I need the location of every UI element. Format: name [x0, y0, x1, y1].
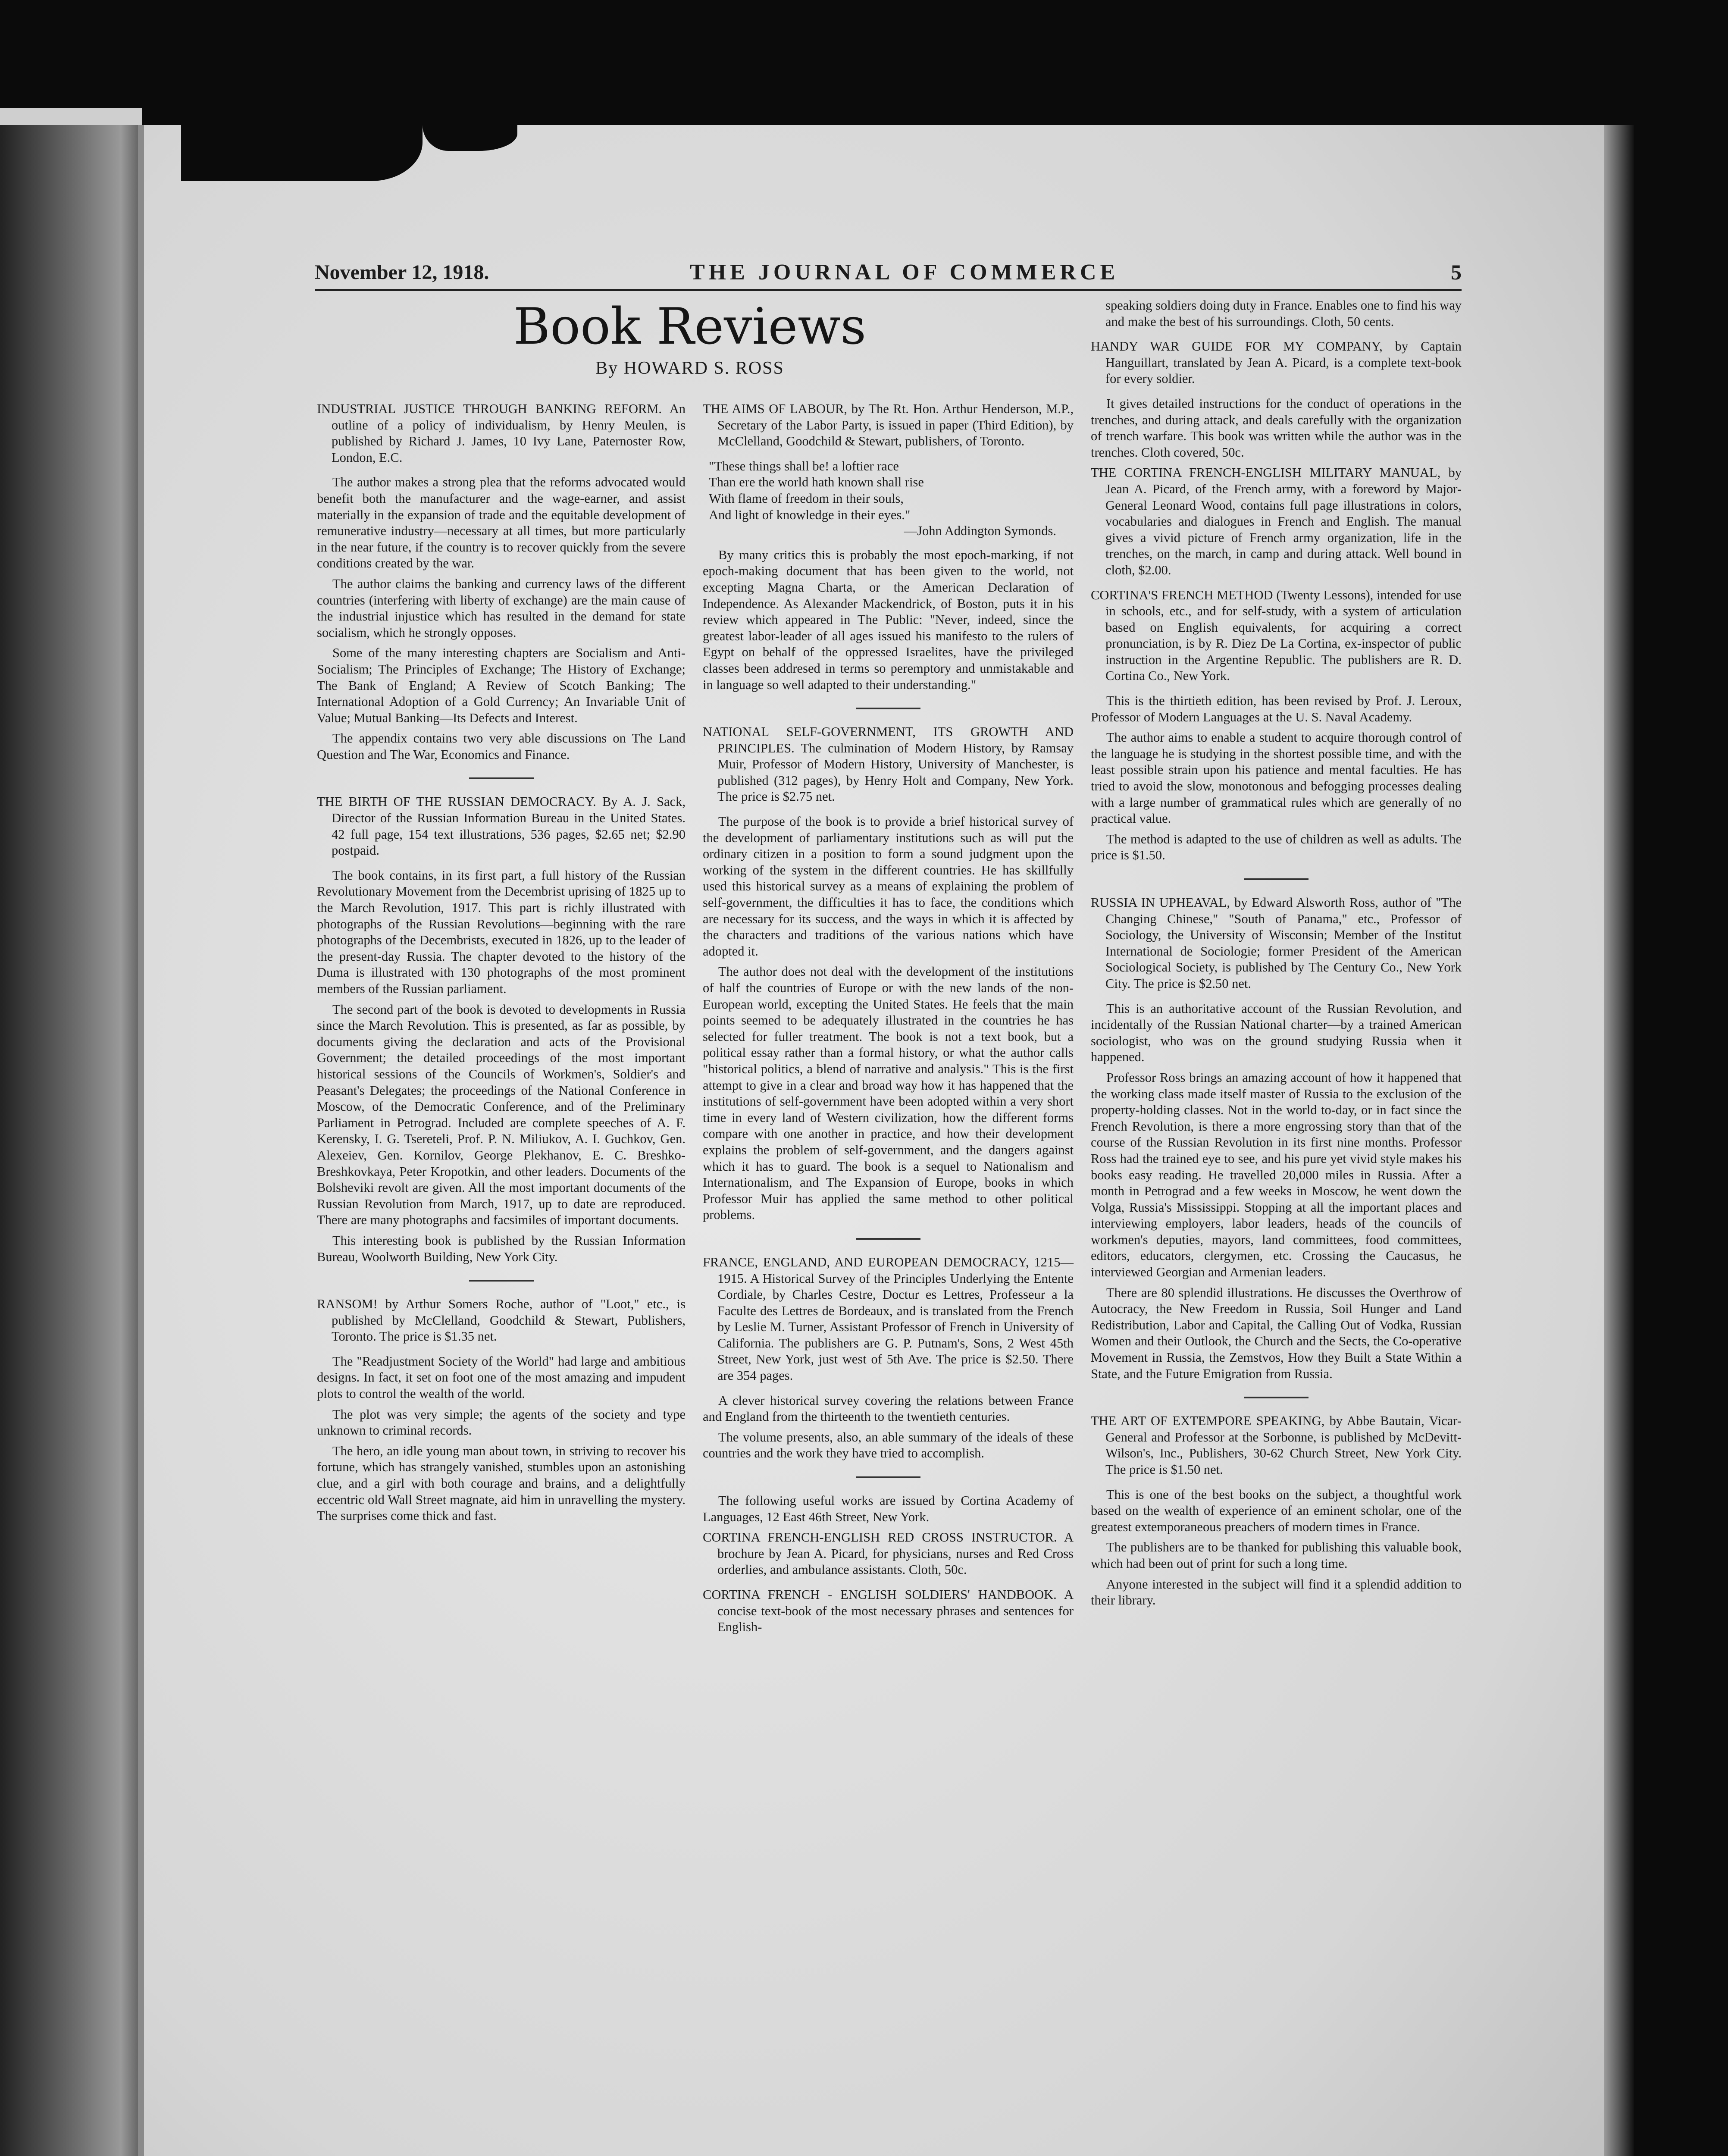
- review-heading: HANDY WAR GUIDE FOR MY COMPANY, by Captain Hanguillart, translated by Jean A. Picard, is a complete text-book for every soldier.: [1091, 339, 1462, 386]
- review-paragraph: This is an authoritative account of the Russian Revolution, and incidentally of the Russian National charter—by a trained American sociologist, who was on the ground studying Russia when it happened.: [1091, 1001, 1462, 1065]
- review-paragraph: The method is adapted to the use of children as well as adults. The price is $1.50.: [1091, 831, 1462, 863]
- review-continuation: speaking soldiers doing duty in France. Enables one to find his way and make the best of his surroundings. Cloth, 50 cents.: [1105, 298, 1462, 329]
- review-paragraph: The author does not deal with the development of the institutions of half the countries of Europe or with the new lands of the non-European world, excepting the United States. He feels that the main points seemed to be adequately illustrated in the countries he has selected for fuller treatment. The book is not a text book, but a political essay rather than a formal history, or what the author calls "historical politics, a blend of narrative and analysis." This is the first attempt to give in a clear and broad way how it has happened that the institutions of self-government have been adopted within a very short time in every land of Western civilization, how the different forms compare with one another in practice, and how their development explains the problem of self-government, and the dangers against which it has to guard. The book is a sequel to Nationalism and Internationalism, and The Expansion of Europe, books in which Professor Muir has applied the same method to other political problems.: [703, 964, 1074, 1222]
- header-date: November 12, 1918.: [315, 261, 489, 284]
- review-heading: NATIONAL SELF-GOVERNMENT, ITS GROWTH AND PRINCIPLES. The culmination of Modern History, by Ramsay Muir, Professor of Modern History, University of Manchester, is published (312 pages), by Henry Holt and Company, New York. The price is $2.75 net.: [703, 724, 1074, 804]
- article-title: Book Reviews: [513, 298, 867, 356]
- review-heading: THE ART OF EXTEMPORE SPEAKING, by Abbe Bautain, Vicar-General and Professor at the Sorbonne, is published by McDevitt-Wilson's, Inc., Publishers, 30-62 Church Street, New York City. The price is $1.50 net.: [1091, 1413, 1462, 1477]
- review-paragraph: The author aims to enable a student to acquire thorough control of the language he is studying in the shortest possible time, and with the least possible strain upon his patience and mental faculties. He has tried to avoid the slow, monotonous and befogging processes dealing with a large number of grammatical rules which are generally of no practical value.: [1091, 730, 1462, 826]
- review-paragraph: The hero, an idle young man about town, in striving to recover his fortune, which has strangely vanished, stumbles upon an astonishing clue, and a girl with both courage and brains, and a delightfully eccentric old Wall Street magnate, aid him in unravelling the mystery. The surprises come thick and fast.: [317, 1443, 686, 1523]
- section-divider: [469, 1280, 534, 1282]
- review-paragraph: By many critics this is probably the most epoch-marking, if not epoch-making document that has been given to the world, not excepting Magna Charta, or the American Declaration of Independence. As Alexander Mackendrick, of Boston, puts it in his review which appeared in The Public: "Never, indeed, since the greatest labor-leader of all ages issued his manifesto to the rulers of Egypt on behalf of the oppressed Israelites, have the privileged classes been addresed in terms so peremptory and unmistakable and in language so well adapted to their understanding.": [703, 547, 1074, 692]
- review-paragraph: It gives detailed instructions for the conduct of operations in the trenches, and during attack, and deals carefully with the organization of trench warfare. This book was written while the author was in the trenches. Cloth covered, 50c.: [1091, 396, 1462, 460]
- section-divider: [856, 1238, 920, 1240]
- verse-attribution: —John Addington Symonds.: [904, 523, 1056, 539]
- torn-corner: [181, 125, 423, 181]
- review-heading: THE CORTINA FRENCH-ENGLISH MILITARY MANUAL, by Jean A. Picard, of the French army, with a foreword by Major-General Leonard Wood, contains full page illustrations in colors, vocabularies and dialogues in French and English. The manual gives a vivid picture of French army organization, life in the trenches, on the march, in camp and during attack. Well bound in cloth, $2.00.: [1091, 465, 1462, 577]
- review-paragraph: The second part of the book is devoted to developments in Russia since the March Revolution. This is presented, as far as possible, by documents giving the declaration and acts of the Provisional Government; the detailed proceedings of the most important historical sessions of the Councils of Workmen's, Soldier's and Peasant's Delegates; the proceedings of the National Conference in Moscow, of the Democratic Conference, and of the Preliminary Parliament in Petrograd. Included are complete speeches of A. F. Kerensky, I. G. Tsereteli, Prof. P. N. Miliukov, A. I. Guchkov, Gen. Alexeiev, Gen. Kornilov, George Plekhanov, E. C. Breshko-Breshkovkaya, Peter Kropotkin, and other leaders. Documents of the Bolsheviki revolt are given. All the most important documents of the Russian Revolution from March, 1917, up to date are reproduced. There are many photographs and facsimiles of important documents.: [317, 1002, 686, 1228]
- section-divider: [1244, 1397, 1309, 1398]
- review-paragraph: The book contains, in its first part, a full history of the Russian Revolutionary Movement from the Decembrist uprising of 1825 up to the March Revolution, 1917. This part is richly illustrated with photographs of the Russian Revolutions—beginning with the rare photographs of the Decembrists, executed in 1826, up to the leader of the present-day Russia. The chapter devoted to the history of the Duma is illustrated with 130 photographs of the most prominent members of the Russian parliament.: [317, 868, 686, 996]
- column-1: [317, 401, 686, 1529]
- review-paragraph: The plot was very simple; the agents of the society and type unknown to criminal records.: [317, 1407, 686, 1438]
- review-paragraph: The author claims the banking and currency laws of the different countries (interfering with liberty of exchange) are the main cause of the industrial injustice which has resulted in the demand for state socialism, which he strongly opposes.: [317, 576, 686, 640]
- review-heading: THE AIMS OF LABOUR, by The Rt. Hon. Arthur Henderson, M.P., Secretary of the Labor Party, is issued in paper (Third Edition), by McClelland, Goodchild & Stewart, publishers, of Toronto.: [703, 401, 1074, 449]
- scanner-frame-left: [0, 112, 142, 2156]
- review-paragraph: The "Readjustment Society of the World" had large and ambitious designs. In fact, it set on foot one of the most amazing and impudent plots to control the wealth of the world.: [317, 1354, 686, 1401]
- review-paragraph: Professor Ross brings an amazing account of how it happened that the working class made itself master of Russia to the exclusion of the property-holding classes. Not in the world to-day, or in fact since the French Revolution, is there a more engrossing story than that of the course of the Russian Revolution in its first nine months. Professor Ross had the trained eye to see, and his pure yet vivid style makes his books easy reading. He travelled 20,000 miles in Russia. After a month in Petrograd and a few weeks in Moscow, he went down the Volga, Russia's Mississippi. Stopping at all the important places and interviewing employers, labor leaders, heads of the councils of workmen's deputies, mayors, land committees, food committees, editors, educators, clergymen, etc. Crossing the Caucasus, he interviewed Georgian and Armenian leaders.: [1091, 1070, 1462, 1280]
- review-paragraph: The author makes a strong plea that the reforms advocated would benefit both the manufacturer and the wage-earner, and assist materially in the expansion of trade and the equitable development of remunerative industry—necessary at all times, but more particularly in the near future, if the country is to recover quickly from the severe conditions created by the war.: [317, 475, 686, 571]
- section-divider: [469, 777, 534, 779]
- quoted-verse: "These things shall be! a loftier race Than ere the world hath known shall rise With flame of freedom in their souls, And light of knowledge in their eyes.": [709, 458, 924, 522]
- review-paragraph: The volume presents, also, an able summary of the ideals of these countries and the work they have tried to accomplish.: [703, 1429, 1074, 1461]
- review-paragraph: This is one of the best books on the subject, a thoughtful work based on the wealth of experience of an eminent scholar, one of the greatest extemporaneous preachers of modern times in France.: [1091, 1487, 1462, 1534]
- section-divider: [1244, 878, 1309, 880]
- header-title: THE JOURNAL OF COMMERCE: [690, 260, 1119, 285]
- review-paragraph: The appendix contains two very able discussions on The Land Question and The War, Economics and Finance.: [317, 731, 686, 762]
- page-header: [315, 259, 1462, 291]
- page-number: 5: [1451, 260, 1462, 284]
- column-3: [1091, 298, 1462, 1613]
- scanner-frame-strip: [0, 108, 142, 125]
- review-heading: THE BIRTH OF THE RUSSIAN DEMOCRACY. By A. J. Sack, Director of the Russian Information Bureau in the United States. 42 full page, 154 text illustrations, 536 pages, $2.65 net; $2.90 postpaid.: [317, 794, 686, 858]
- review-paragraph: The publishers are to be thanked for publishing this valuable book, which had been out of print for such a long time.: [1091, 1540, 1462, 1571]
- article-byline: By HOWARD S. ROSS: [595, 358, 784, 378]
- review-heading: FRANCE, ENGLAND, AND EUROPEAN DEMOCRACY, 1215—1915. A Historical Survey of the Principles Underlying the Entente Cordiale, by Charles Cestre, Doctur es Lettres, Professeur a la Faculte des Lettres de Bordeaux, and is translated from the French by Leslie M. Turner, Assistant Professor of French in University of California. The publishers are G. P. Putnam's, Sons, 2 West 45th Street, New York, just west of 5th Ave. The price is $2.50. There are 354 pages.: [703, 1254, 1074, 1383]
- section-divider: [856, 708, 920, 709]
- section-divider: [856, 1476, 920, 1478]
- review-heading: CORTINA FRENCH - ENGLISH SOLDIERS' HANDBOOK. A concise text-book of the most necessary phrases and sentences for English-: [703, 1587, 1074, 1635]
- review-heading: CORTINA FRENCH-ENGLISH RED CROSS INSTRUCTOR. A brochure by Jean A. Picard, for physicians, nurses and Red Cross orderlies, and ambulance assistants. Cloth, 50c.: [703, 1530, 1074, 1577]
- review-heading: INDUSTRIAL JUSTICE THROUGH BANKING REFORM. An outline of a policy of individualism, by Henry Meulen, is published by Richard J. James, 10 Ivy Lane, Paternoster Row, London, E.C.: [317, 401, 686, 465]
- review-paragraph: This is the thirtieth edition, has been revised by Prof. J. Leroux, Professor of Modern Languages at the U. S. Naval Academy.: [1091, 693, 1462, 724]
- review-heading: RANSOM! by Arthur Somers Roche, author of "Loot," etc., is published by McClelland, Goodchild & Stewart, Publishers, Toronto. The price is $1.35 net.: [317, 1297, 686, 1344]
- review-heading: RUSSIA IN UPHEAVAL, by Edward Alsworth Ross, author of "The Changing Chinese," "South of Panama," etc., Professor of Sociology, the University of Wisconsin; Member of the Institut International de Sociologie; former President of the American Sociological Society, is published by The Century Co., New York City. The price is $2.50 net.: [1091, 895, 1462, 991]
- page-right-edge: [1604, 125, 1634, 2156]
- review-paragraph: A clever historical survey covering the relations between France and England from the thirteenth to the twentieth centuries.: [703, 1393, 1074, 1424]
- review-heading: CORTINA'S FRENCH METHOD (Twenty Lessons), intended for use in schools, etc., and for self-study, with a system of articulation based on English equivalents, for acquiring a correct pronunciation, is by R. Diez De La Cortina, ex-inspector of public instruction in the Argentine Republic. The publishers are R. D. Cortina Co., New York.: [1091, 587, 1462, 683]
- review-paragraph: The purpose of the book is to provide a brief historical survey of the development of parliamentary institutions such as will put the ordinary citizen in a position to form a sound judgment upon the working of the system in the different countries. He has skillfully used this historical survey as a means of explaining the problem of self-government, the difficulties it has to face, the conditions which are necessary for its success, and the ways in which it is affected by the characters and traditions of the various nations which have adopted it.: [703, 814, 1074, 959]
- review-paragraph: This interesting book is published by the Russian Information Bureau, Woolworth Building, New York City.: [317, 1233, 686, 1264]
- review-paragraph: There are 80 splendid illustrations. He discusses the Overthrow of Autocracy, the New Freedom in Russia, Soil Hunger and Land Redistribution, Labor and Capital, the Calling Out of Vodka, Russian Women and their Outlook, the Church and the Sects, the Co-operative Movement in Russia, the Zemstvos, How they Built a State Within a State, and the Future Emigration from Russia.: [1091, 1285, 1462, 1381]
- review-paragraph: Some of the many interesting chapters are Socialism and Anti-Socialism; The Principles of Exchange; The History of Exchange; The Bank of England; A Review of Scotch Banking; The International Adoption of a Gold Currency; An Invariable Unit of Value; Mutual Banking—Its Defects and Interest.: [317, 646, 686, 725]
- review-paragraph: Anyone interested in the subject will find it a splendid addition to their library.: [1091, 1576, 1462, 1608]
- review-paragraph: The following useful works are issued by Cortina Academy of Languages, 12 East 46th Street, New York.: [703, 1493, 1074, 1524]
- column-2: [703, 401, 1074, 1644]
